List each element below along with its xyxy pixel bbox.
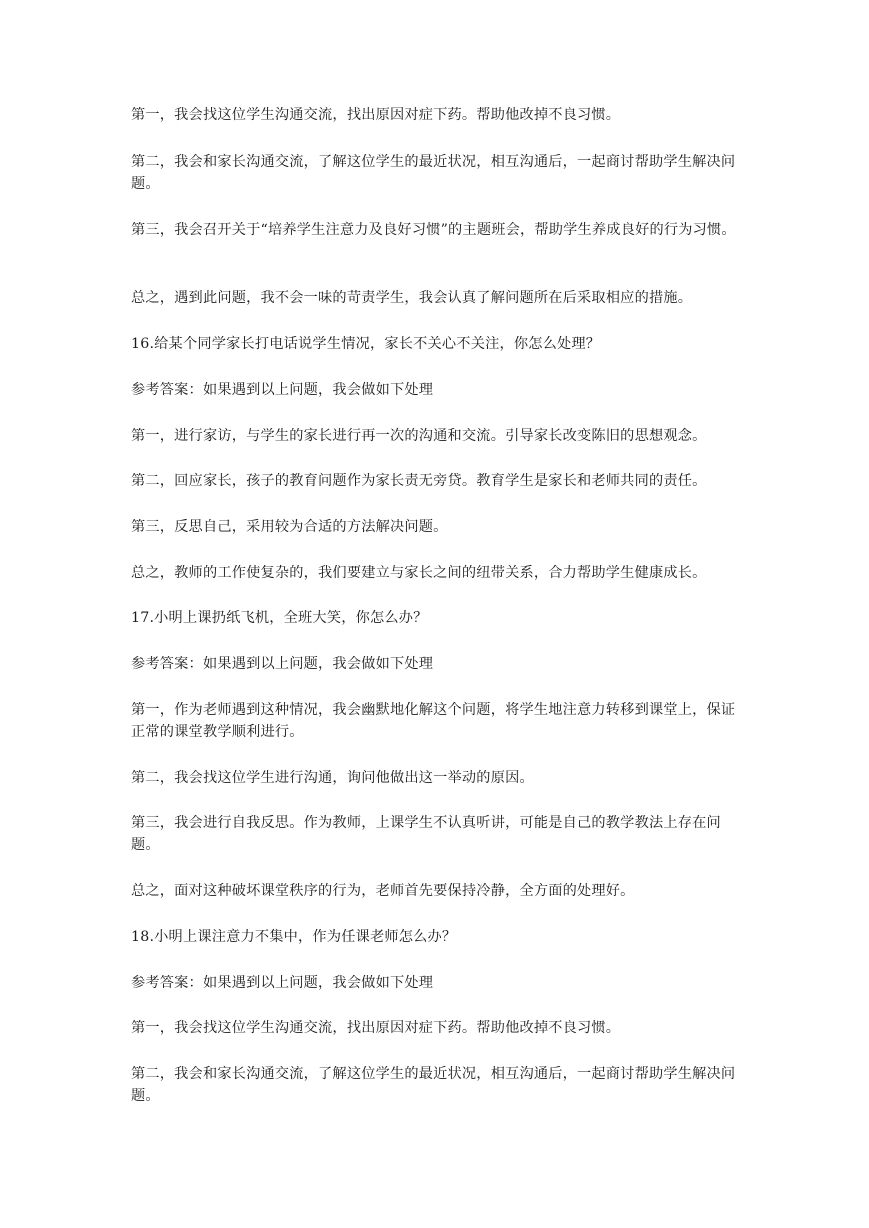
paragraph-17-3: 第三，我会进行自我反思。作为教师，上课学生不认真听讲，可能是自己的教学教法上存在问题。 <box>131 815 721 853</box>
paragraph-4: 总之，遇到此问题，我不会一味的苛责学生，我会认真了解问题所在后采取相应的措施。 <box>131 290 693 306</box>
paragraph-16-3: 第三，反思自己，采用较为合适的方法解决问题。 <box>131 519 448 535</box>
paragraph-16-2: 第二，回应家长，孩子的教育问题作为家长责无旁贷。教育学生是家长和老师共同的责任。 <box>131 473 707 489</box>
question-16: 16.给某个同学家长打电话说学生情况，家长不关心不关注，你怎么处理？ <box>131 336 601 352</box>
paragraph-16-1: 第一，进行家访，与学生的家长进行再一次的沟通和交流。引导家长改变陈旧的思想观念。 <box>131 428 707 444</box>
paragraph-17-4: 总之，面对这种破坏课堂秩序的行为，老师首先要保持冷静，全方面的处理好。 <box>131 883 635 899</box>
reference-answer-18: 参考答案：如果遇到以上问题，我会做如下处理 <box>131 975 434 991</box>
paragraph-1: 第一，我会找这位学生沟通交流，找出原因对症下药。帮助他改掉不良习惯。 <box>131 107 621 123</box>
paragraph-18-1: 第一，我会找这位学生沟通交流，找出原因对症下药。帮助他改掉不良习惯。 <box>131 1020 621 1036</box>
reference-answer-17: 参考答案：如果遇到以上问题，我会做如下处理 <box>131 656 434 672</box>
paragraph-17-2: 第二，我会找这位学生进行沟通，询问他做出这一举动的原因。 <box>131 770 534 786</box>
reference-answer-16: 参考答案：如果遇到以上问题，我会做如下处理 <box>131 382 434 398</box>
paragraph-17-1: 第一，作为老师遇到这种情况，我会幽默地化解这个问题，将学生地注意力转移到课堂上，保证正常的课堂教学顺利进行。 <box>131 702 736 740</box>
paragraph-16-4: 总之，教师的工作使复杂的，我们要建立与家长之间的纽带关系，合力帮助学生健康成长。 <box>131 565 707 581</box>
paragraph-18-2: 第二，我会和家长沟通交流，了解这位学生的最近状况，相互沟通后，一起商讨帮助学生解决问题。 <box>131 1066 736 1104</box>
question-17: 17.小明上课扔纸飞机，全班大笑，你怎么办？ <box>131 610 428 626</box>
paragraph-3: 第三，我会召开关于“培养学生注意力及良好习惯”的主题班会，帮助学生养成良好的行为习惯。 <box>131 222 736 238</box>
question-18: 18.小明上课注意力不集中，作为任课老师怎么办？ <box>131 929 457 945</box>
paragraph-2: 第二，我会和家长沟通交流，了解这位学生的最近状况，相互沟通后，一起商讨帮助学生解决问题。 <box>131 154 736 192</box>
